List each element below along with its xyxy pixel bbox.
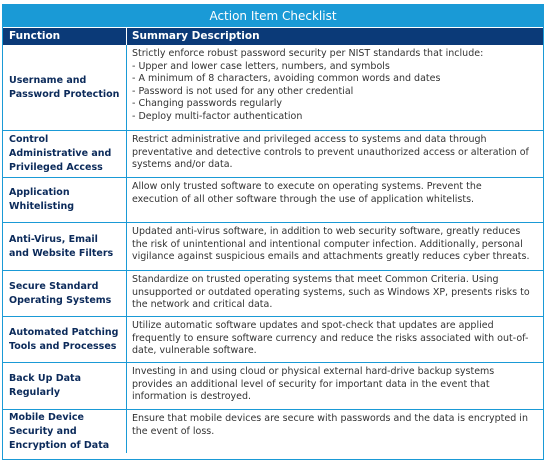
function-label-line: Operating Systems bbox=[9, 294, 112, 306]
summary-cell bbox=[127, 363, 543, 409]
table-row bbox=[3, 362, 543, 409]
function-label-line: Privileged Access bbox=[9, 162, 103, 173]
summary-text-line: Utilize automatic software updates and spot-check that updates are applied bbox=[132, 320, 494, 331]
table-header-row bbox=[3, 27, 543, 45]
table-row bbox=[3, 409, 543, 453]
summary-text-line: - Changing passwords regularly bbox=[132, 98, 282, 110]
summary-text-line: the risk of unintentional and intentional computer infection. Additionally, personal bbox=[132, 238, 523, 250]
function-cell bbox=[3, 271, 127, 316]
summary-cell bbox=[127, 410, 543, 453]
summary-cell bbox=[127, 317, 543, 362]
function-label-line: Anti-Virus, Email bbox=[9, 233, 98, 245]
function-label-line: Password Protection bbox=[9, 88, 120, 100]
function-cell bbox=[3, 410, 127, 453]
summary-text-line: Strictly enforce robust password security per NIST standards that include: bbox=[132, 48, 484, 59]
summary-cell bbox=[127, 131, 543, 177]
checklist-table bbox=[2, 4, 544, 460]
table-row bbox=[3, 222, 543, 270]
summary-text-line: - Upper and lower case letters, numbers, and symbols bbox=[132, 60, 390, 72]
summary-text-line: information is destroyed. bbox=[132, 391, 252, 403]
function-label-line: Control bbox=[9, 134, 49, 145]
table-row bbox=[3, 130, 543, 177]
column-header-function: Function bbox=[3, 28, 127, 45]
summary-text-line: Standardize on trusted operating systems that meet Common Criteria. Using bbox=[132, 274, 499, 285]
summary-cell bbox=[127, 271, 543, 316]
function-label-line: Secure Standard bbox=[9, 280, 99, 292]
summary-text-line: provides an additional level of security for important data in the event that bbox=[132, 378, 490, 390]
summary-text-line: Updated anti-virus software, in addition to web security software, greatly reduces bbox=[132, 226, 521, 237]
summary-text-line: preventative and detective controls to prevent unauthorized access or alteration of bbox=[132, 146, 529, 158]
summary-text-line: - A minimum of 8 characters, avoiding common words and dates bbox=[132, 73, 441, 85]
function-label-line: Tools and Processes bbox=[9, 340, 117, 352]
column-header-summary: Summary Description bbox=[132, 30, 260, 42]
summary-text-line: unsupported or outdated operating systems, such as Windows XP, presents risks to bbox=[132, 286, 530, 298]
function-cell bbox=[3, 45, 127, 130]
summary-text-line: vigilance against suspicious emails and attachments greatly reduces cyber threats. bbox=[132, 251, 530, 263]
function-label-line: Encryption of Data bbox=[9, 439, 110, 451]
function-cell bbox=[3, 223, 127, 270]
table-row bbox=[3, 45, 543, 130]
summary-cell bbox=[127, 45, 543, 130]
function-cell bbox=[3, 131, 127, 177]
table-body bbox=[3, 45, 543, 453]
function-label-line: Automated Patching bbox=[9, 326, 119, 338]
function-cell bbox=[3, 363, 127, 409]
function-cell bbox=[3, 178, 127, 222]
function-label-line: Mobile Device bbox=[9, 411, 84, 423]
summary-text-line: - Password is not used for any other credential bbox=[132, 85, 354, 97]
summary-text-line: the event of loss. bbox=[132, 425, 215, 437]
function-label-line: and Website Filters bbox=[9, 247, 114, 259]
function-label-line: Administrative and bbox=[9, 148, 112, 159]
summary-text-line: Ensure that mobile devices are secure with passwords and the data is encrypted in bbox=[132, 413, 528, 424]
summary-text-line: systems and/or data. bbox=[132, 159, 233, 171]
summary-text-line: execution of all other software through the use of application whitelists. bbox=[132, 193, 475, 205]
function-label-line: Whitelisting bbox=[9, 201, 75, 212]
function-label-line: Security and bbox=[9, 425, 77, 437]
summary-text-line: date, vulnerable software. bbox=[132, 345, 257, 357]
function-label-line: Regularly bbox=[9, 387, 61, 398]
summary-cell bbox=[127, 223, 543, 270]
summary-text-line: frequently to ensure software currency and reduce the risks associated with out-of- bbox=[132, 332, 529, 344]
function-cell bbox=[3, 317, 127, 362]
summary-text-line: Allow only trusted software to execute on operating systems. Prevent the bbox=[132, 181, 482, 192]
summary-text-line: the network and critical data. bbox=[132, 299, 273, 311]
table-row bbox=[3, 270, 543, 316]
table-title: Action Item Checklist bbox=[3, 5, 543, 27]
function-label-line: Back Up Data bbox=[9, 373, 81, 384]
summary-text-line: Restrict administrative and privileged access to systems and data through bbox=[132, 134, 487, 145]
summary-cell bbox=[127, 178, 543, 222]
table-row bbox=[3, 177, 543, 222]
table-row bbox=[3, 316, 543, 362]
function-label-line: Application bbox=[9, 187, 70, 198]
summary-text-line: Investing in and using cloud or physical external hard-drive backup systems bbox=[132, 366, 495, 377]
function-label-line: Username and bbox=[9, 74, 87, 86]
summary-text-line: - Deploy multi-factor authentication bbox=[132, 110, 303, 122]
